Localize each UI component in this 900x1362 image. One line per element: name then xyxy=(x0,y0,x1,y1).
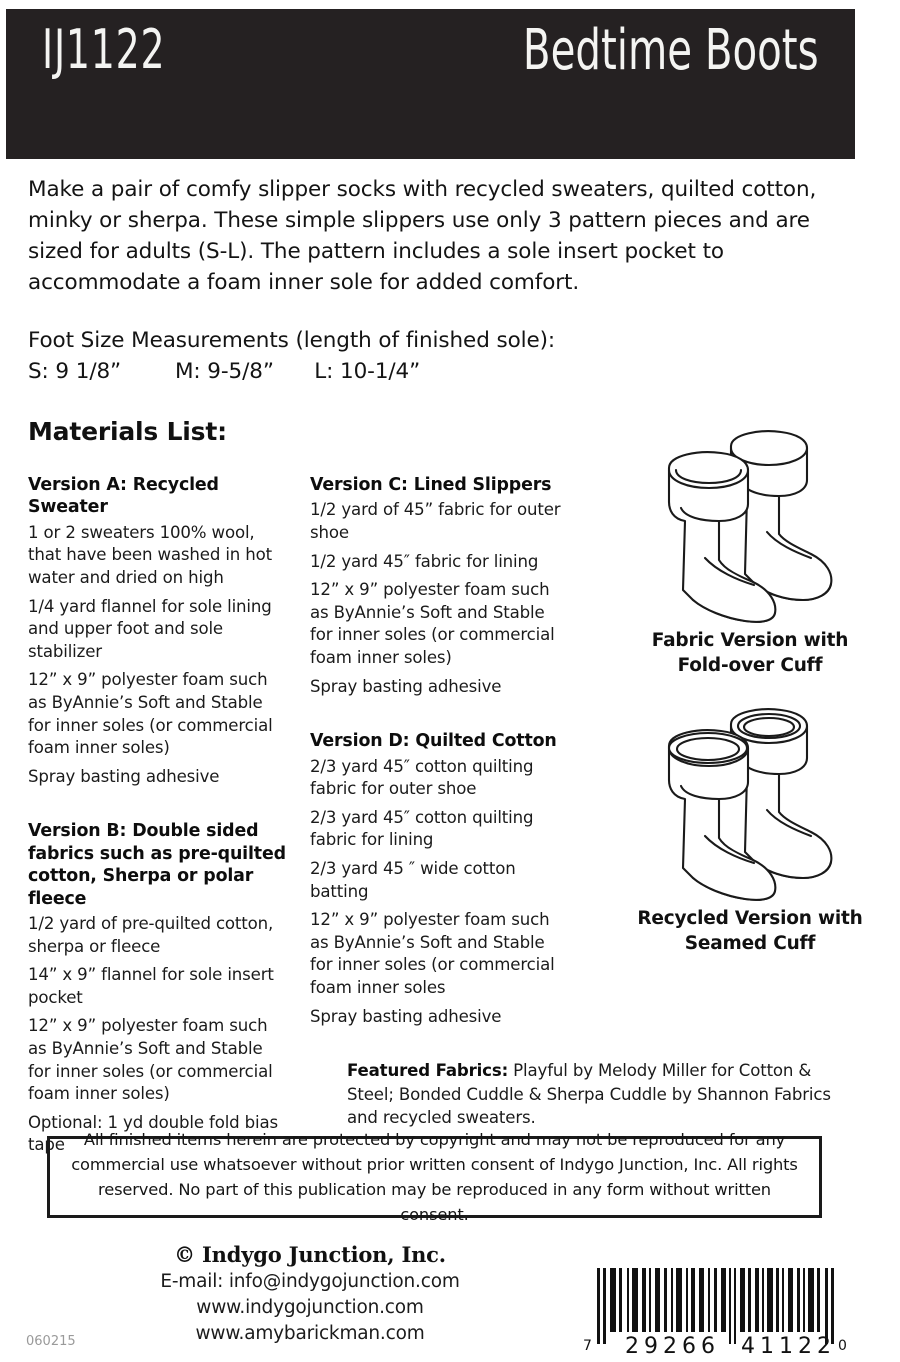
caption-line-2: Fold-over Cuff xyxy=(677,655,823,676)
barcode-right-group: 41122 xyxy=(741,1334,836,1358)
version-a-item: 1/4 yard flannel for sole lining and upper foot and sole stabilizer xyxy=(28,596,272,661)
version-a-item: 12” x 9” polyester foam such as ByAnnie’s Soft and Stable for inner soles (or commercial foam inner soles) xyxy=(28,670,273,758)
company-name: © Indygo Junction, Inc. xyxy=(174,1242,446,1267)
version-d-block xyxy=(310,730,568,1028)
materials-column-left xyxy=(28,474,290,1163)
featured-fabrics-label: Featured Fabrics: xyxy=(347,1061,509,1080)
boots-illustration xyxy=(635,424,865,624)
copyright-notice: All finished items herein are protected by copyright and may not be reproduced for any commercial use whatsoever without prior written consent of Indygo Junction, Inc. All rights reserved. No part of this publication may be reproduced in any form without written consent. xyxy=(71,1130,798,1224)
intro-paragraph: Make a pair of comfy slipper socks with recycled sweaters, quilted cotton, minky or sherpa. These simple slippers use only 3 pattern pieces and are sized for adults (S-L). The pattern includes a sole insert pocket to accommodate a foam inner sole for added comfort. xyxy=(28,177,817,295)
version-c-item: 12” x 9” polyester foam such as ByAnnie’s Soft and Stable for inner soles (or commercial foam inner soles) xyxy=(310,580,555,667)
page-title: Bedtime Boots xyxy=(523,18,819,83)
website-amybarickman[interactable]: www.amybarickman.com xyxy=(195,1323,425,1344)
materials-column-right xyxy=(310,474,568,1034)
version-c-item: Spray basting adhesive xyxy=(310,676,502,696)
foot-size-values: S: 9 1/8” M: 9-5/8” L: 10-1/4” xyxy=(28,359,421,384)
barcode-lead-digit: 7 xyxy=(583,1338,592,1354)
version-a-block xyxy=(28,474,290,788)
illustration-seamed-cuff xyxy=(600,702,900,956)
version-b-item: 12” x 9” polyester foam such as ByAnnie’s Soft and Stable for inner soles (or commercial foam inner soles) xyxy=(28,1016,273,1104)
caption-line-2: Seamed Cuff xyxy=(684,933,816,954)
version-b-block xyxy=(28,820,290,1157)
column-spacer xyxy=(310,704,568,730)
version-b-item: 14” x 9” flannel for sole insert pocket xyxy=(28,965,274,1007)
version-c-item: 1/2 yard 45″ fabric for lining xyxy=(310,551,539,571)
upc-barcode xyxy=(563,1262,853,1358)
website-indygojunction[interactable]: www.indygojunction.com xyxy=(196,1297,424,1318)
caption-line-1: Fabric Version with xyxy=(651,630,849,651)
materials-list-heading: Materials List: xyxy=(28,417,227,446)
version-d-title: Version D: Quilted Cotton xyxy=(310,731,557,752)
pattern-code: IJ1122 xyxy=(42,18,166,81)
version-d-item: 2/3 yard 45″ cotton quilting fabric for outer shoe xyxy=(310,756,534,799)
illustration-caption xyxy=(600,628,900,678)
footer-contact xyxy=(110,1241,510,1347)
document-code: 060215 xyxy=(26,1334,76,1349)
email-line[interactable]: E-mail: info@indygojunction.com xyxy=(160,1271,460,1292)
foot-size-label: Foot Size Measurements (length of finished sole): xyxy=(28,328,556,353)
version-d-item: Spray basting adhesive xyxy=(310,1006,502,1026)
version-b-item: Optional: 1 yd double fold bias tape xyxy=(28,1112,279,1155)
boots-illustration xyxy=(635,702,865,902)
version-d-item: 2/3 yard 45 ″ wide cotton batting xyxy=(310,858,516,901)
version-a-title: Version A: Recycled Sweater xyxy=(28,475,219,518)
barcode xyxy=(563,1262,853,1358)
barcode-check-digit: 0 xyxy=(838,1338,847,1354)
version-c-item: 1/2 yard of 45” fabric for outer shoe xyxy=(310,500,561,542)
foot-size-measurements xyxy=(28,325,828,387)
version-c-block xyxy=(310,474,568,698)
version-b-item: 1/2 yard of pre-quilted cotton, sherpa or fleece xyxy=(28,913,274,956)
version-d-item: 12” x 9” polyester foam such as ByAnnie’s Soft and Stable for inner soles (or commercial foam inner soles xyxy=(310,910,555,997)
featured-fabrics xyxy=(347,1059,857,1130)
header-bar xyxy=(6,9,855,159)
caption-line-1: Recycled Version with xyxy=(637,908,863,929)
version-c-title: Version C: Lined Slippers xyxy=(310,475,552,495)
barcode-left-group: 29266 xyxy=(625,1334,720,1358)
version-b-title: Version B: Double sided fabrics such as pre-quilted cotton, Sherpa or polar fleece xyxy=(28,821,286,909)
column-spacer xyxy=(28,794,290,820)
illustration-caption xyxy=(600,906,900,956)
featured-fabrics-text: Playful by Melody Miller for Cotton & Steel; Bonded Cuddle & Sherpa Cuddle by Shannon Fabrics and recycled sweaters. xyxy=(347,1061,831,1127)
version-a-item: 1 or 2 sweaters 100% wool, that have been washed in hot water and dried on high xyxy=(28,522,273,587)
illustration-fold-over-cuff xyxy=(600,424,900,678)
version-d-item: 2/3 yard 45″ cotton quilting fabric for lining xyxy=(310,807,534,850)
version-a-item: Spray basting adhesive xyxy=(28,766,220,786)
